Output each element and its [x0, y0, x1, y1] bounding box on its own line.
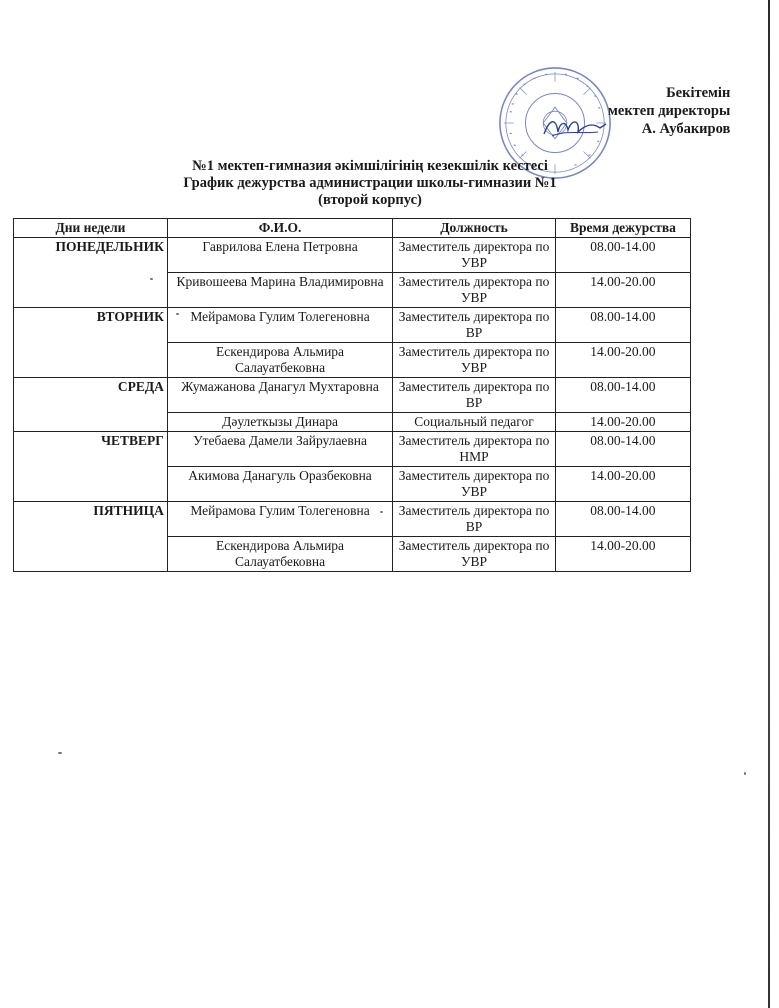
- time-cell: 08.00-14.00: [555, 238, 690, 273]
- header-days: Дни недели: [14, 219, 168, 238]
- name-cell: Утебаева Дамели Зайрулаевна: [167, 432, 392, 467]
- time-cell: 14.00-20.00: [555, 537, 690, 572]
- scan-speck: [150, 278, 153, 280]
- position-cell: Заместитель директора по УВР: [393, 467, 556, 502]
- table-row: [14, 308, 691, 343]
- table-row: [14, 537, 691, 572]
- day-cell: ПОНЕДЕЛЬНИК: [14, 238, 168, 273]
- table-header-row: [14, 219, 691, 238]
- name-cell: Жумажанова Данагул Мухтаровна: [167, 378, 392, 413]
- position-cell: Заместитель директора по УВР: [393, 238, 556, 273]
- table-row: [14, 502, 691, 537]
- day-cell: ПЯТНИЦА: [14, 502, 168, 537]
- title-kazakh: №1 мектеп-гимназия әкімшілігінің кезекшілік кестесі: [192, 158, 548, 174]
- position-cell: Заместитель директора по ВР: [393, 502, 556, 537]
- day-cell-empty: [14, 343, 168, 378]
- duty-schedule-table: [13, 218, 691, 572]
- scan-edge: [768, 0, 770, 1008]
- table-row: [14, 343, 691, 378]
- day-cell: СРЕДА: [14, 378, 168, 413]
- scan-speck: [380, 511, 383, 513]
- time-cell: 08.00-14.00: [555, 378, 690, 413]
- approval-line-3: А. Аубакиров: [641, 121, 731, 137]
- position-cell: Заместитель директора по УВР: [393, 273, 556, 308]
- table-row: [14, 467, 691, 502]
- day-cell-empty: [14, 413, 168, 432]
- name-cell: Дәулеткызы Динара: [167, 413, 392, 432]
- table-row: [14, 432, 691, 467]
- header-time: Время дежурства: [555, 219, 690, 238]
- header-position: Должность: [393, 219, 556, 238]
- day-cell-empty: [14, 273, 168, 308]
- approval-block: [608, 84, 730, 138]
- day-cell: ВТОРНИК: [14, 308, 168, 343]
- title-subtitle: (второй корпус): [318, 192, 422, 208]
- time-cell: 14.00-20.00: [555, 413, 690, 432]
- scan-speck: [176, 313, 179, 315]
- signature-image: [540, 112, 610, 142]
- day-cell-empty: [14, 467, 168, 502]
- table-row: [14, 238, 691, 273]
- position-cell: Заместитель директора по ВР: [393, 378, 556, 413]
- position-cell: Заместитель директора по НМР: [393, 432, 556, 467]
- position-cell: Социальный педагог: [393, 413, 556, 432]
- position-cell: Заместитель директора по ВР: [393, 308, 556, 343]
- time-cell: 08.00-14.00: [555, 502, 690, 537]
- scan-speck: [744, 772, 746, 775]
- day-cell-empty: [14, 537, 168, 572]
- time-cell: 08.00-14.00: [555, 432, 690, 467]
- position-cell: Заместитель директора по УВР: [393, 537, 556, 572]
- name-cell: Ескендирова Альмира Салауатбековна: [167, 343, 392, 378]
- name-cell: Мейрамова Гулим Толегеновна: [167, 502, 392, 537]
- name-cell: Кривошеева Марина Владимировна: [167, 273, 392, 308]
- position-cell: Заместитель директора по УВР: [393, 343, 556, 378]
- time-cell: 14.00-20.00: [555, 343, 690, 378]
- time-cell: 14.00-20.00: [555, 467, 690, 502]
- table-row: [14, 273, 691, 308]
- day-cell: ЧЕТВЕРГ: [14, 432, 168, 467]
- name-cell: Ескендирова Альмира Салауатбековна: [167, 537, 392, 572]
- name-cell: Мейрамова Гулим Толегеновна: [167, 308, 392, 343]
- header-name: Ф.И.О.: [167, 219, 392, 238]
- approval-line-2: мектеп директоры: [608, 103, 731, 119]
- scan-speck: [58, 752, 62, 754]
- name-cell: Гаврилова Елена Петровна: [167, 238, 392, 273]
- table-row: [14, 378, 691, 413]
- title-russian: График дежурства администрации школы-гимназии №1: [183, 175, 557, 191]
- table-row: [14, 413, 691, 432]
- document-title: [150, 158, 590, 209]
- time-cell: 08.00-14.00: [555, 308, 690, 343]
- name-cell: Акимова Данагуль Оразбековна: [167, 467, 392, 502]
- approval-line-1: Бекітемін: [666, 85, 731, 101]
- time-cell: 14.00-20.00: [555, 273, 690, 308]
